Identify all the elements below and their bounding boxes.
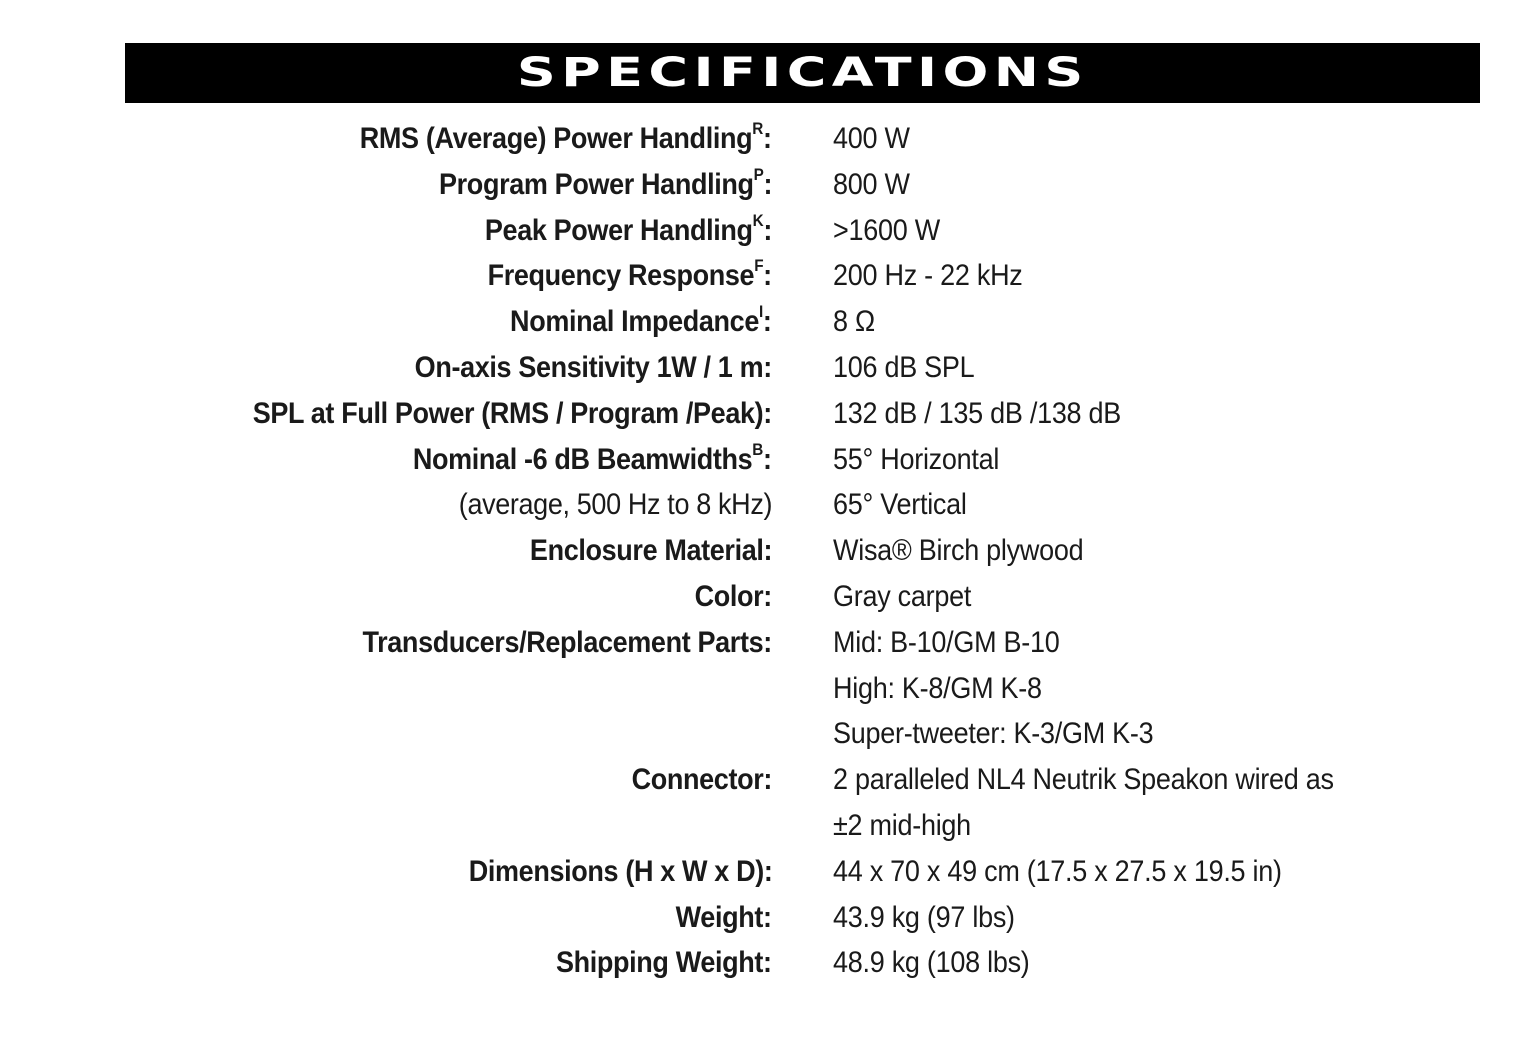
- spec-value: 200 Hz - 22 kHz: [833, 259, 1023, 293]
- spec-row: [0, 299, 1528, 345]
- spec-label: Peak Power Handling$^K$:: [484, 210, 772, 247]
- spec-row: [0, 208, 1528, 254]
- spec-value: Mid: B-10/GM B-10: [833, 625, 1060, 659]
- spec-label: Transducers/Replacement Parts:: [362, 625, 772, 659]
- spec-label: Weight:: [676, 900, 772, 934]
- spec-row: [0, 253, 1528, 299]
- spec-value: Gray carpet: [833, 579, 972, 613]
- spec-row: [0, 345, 1528, 391]
- spec-row: [0, 574, 1528, 620]
- spec-row: [0, 895, 1528, 941]
- spec-row: [0, 162, 1528, 208]
- specifications-header: [125, 43, 1480, 103]
- spec-value: 65° Vertical: [833, 488, 967, 522]
- spec-value: 800 W: [833, 167, 910, 201]
- spec-value: 400 W: [833, 122, 910, 155]
- spec-row: [0, 116, 1528, 162]
- spec-row: [0, 391, 1528, 437]
- spec-value: Wisa® Birch plywood: [833, 534, 1084, 568]
- spec-value: 106 dB SPL: [833, 350, 975, 384]
- spec-value: 43.9 kg (97 lbs): [833, 900, 1015, 934]
- spec-row: [0, 711, 1528, 757]
- spec-label: Color:: [694, 579, 772, 613]
- spec-label: RMS (Average) Power Handling$^R$:: [360, 119, 772, 155]
- spec-label: Enclosure Material:: [529, 534, 772, 568]
- spec-label: Program Power Handling$^P$:: [438, 164, 772, 201]
- spec-label: On-axis Sensitivity 1W / 1 m:: [414, 350, 772, 384]
- spec-label: Nominal Impedance$^I$:: [510, 302, 772, 339]
- spec-label: Frequency Response$^F$:: [487, 256, 772, 293]
- spec-label: SPL at Full Power (RMS / Program /Peak):: [252, 396, 772, 430]
- spec-row: [0, 437, 1528, 483]
- page-title: SPECIFICATIONS: [516, 50, 1089, 96]
- spec-value: High: K-8/GM K-8: [833, 671, 1042, 705]
- spec-row: [0, 849, 1528, 895]
- spec-value: Super-tweeter: K-3/GM K-3: [833, 717, 1154, 751]
- spec-row: [0, 482, 1528, 528]
- spec-value: 8 Ω: [833, 305, 875, 339]
- spec-value: 48.9 kg (108 lbs): [833, 946, 1030, 980]
- spec-row: [0, 803, 1528, 849]
- spec-label-note: (average, 500 Hz to 8 kHz): [458, 488, 772, 522]
- spec-row: [0, 940, 1528, 986]
- spec-row: [0, 620, 1528, 666]
- spec-value: ±2 mid-high: [833, 808, 971, 842]
- spec-value: 2 paralleled NL4 Neutrik Speakon wired as: [833, 763, 1334, 797]
- spec-value: 44 x 70 x 49 cm (17.5 x 27.5 x 19.5 in): [833, 854, 1282, 888]
- spec-row: [0, 528, 1528, 574]
- spec-row: [0, 757, 1528, 803]
- spec-label: Shipping Weight:: [556, 946, 772, 980]
- spec-row: [0, 666, 1528, 712]
- spec-label: Connector:: [631, 763, 772, 797]
- spec-value: 55° Horizontal: [833, 442, 1000, 476]
- spec-value: 132 dB / 135 dB /138 dB: [833, 396, 1122, 430]
- spec-label: Dimensions (H x W x D):: [468, 854, 772, 888]
- specifications-table: [0, 116, 1528, 986]
- spec-label: Nominal -6 dB Beamwidths$^B$:: [413, 439, 772, 476]
- spec-value: >1600 W: [833, 213, 940, 247]
